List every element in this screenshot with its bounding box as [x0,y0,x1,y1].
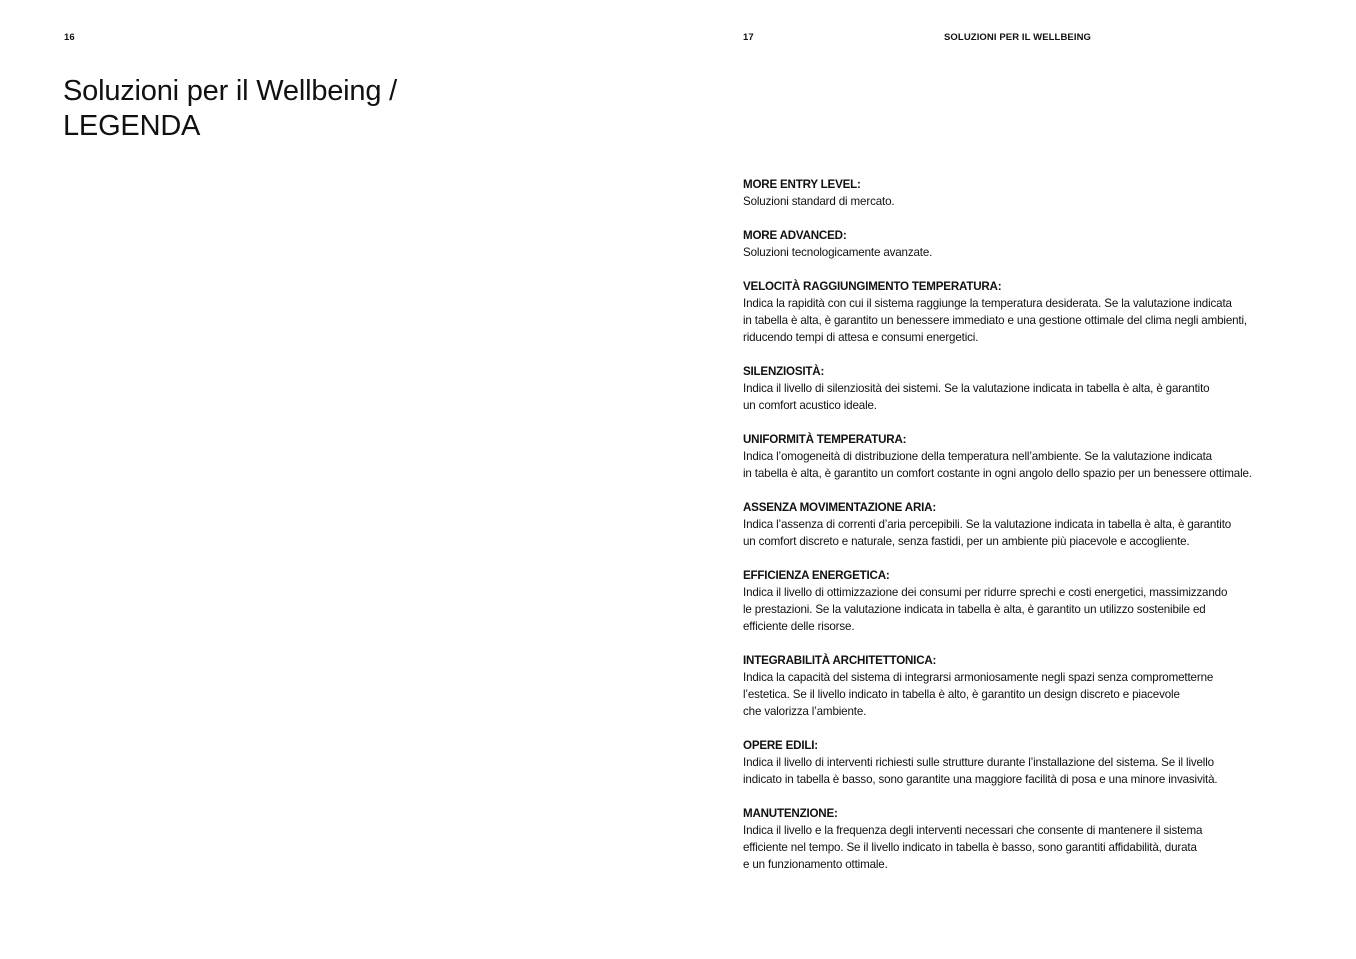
legend-item [743,227,1283,261]
legend-item [743,176,1283,210]
legend-description: Indica il livello di interventi richiesti sulle strutture durante l’installazione del sistema. Se il livello indicato in tabella è basso, sono garantite una maggiore facilità di posa e una minore invasività. [743,756,1218,786]
legend-term: VELOCITÀ RAGGIUNGIMENTO TEMPERATURA: [743,280,1002,293]
legend-term: EFFICIENZA ENERGETICA: [743,569,890,582]
legend-item [743,431,1283,482]
legend-item [743,737,1283,788]
legend-item [743,805,1283,873]
legend-item [743,363,1283,414]
legend-description: Soluzioni standard di mercato. [743,195,895,208]
legend-description: Indica il livello e la frequenza degli interventi necessari che consente di mantenere il sistema efficiente nel tempo. Se il livello indicato in tabella è basso, sono garantiti affidabilità, durata e un funzionamento ottimale. [743,824,1203,871]
page-title [63,74,397,144]
legend-item [743,567,1283,635]
legend-term: SILENZIOSITÀ: [743,365,825,378]
legend-description: Indica l’omogeneità di distribuzione della temperatura nell’ambiente. Se la valutazione indicata in tabella è alta, è garantito un comfort costante in ogni angolo dello spazio per un benessere ottimale. [743,450,1252,480]
legend-description: Indica la rapidità con cui il sistema raggiunge la temperatura desiderata. Se la valutazione indicata in tabella è alta, è garantito un benessere immediato e una gestione ottimale del clima negli ambienti, riducendo tempi di attesa e consumi energetici. [743,297,1248,344]
page-title-line-2: LEGENDA [63,110,201,142]
running-head: SOLUZIONI PER IL WELLBEING [944,32,1092,43]
legend-description: Indica l’assenza di correnti d’aria percepibili. Se la valutazione indicata in tabella è alta, è garantito un comfort discreto e naturale, senza fastidi, per un ambiente più piacevole e accogliente. [743,518,1232,548]
legend-description: Soluzioni tecnologicamente avanzate. [743,246,933,259]
legend-item [743,278,1283,346]
legend-term: MANUTENZIONE: [743,807,838,820]
legend-term: MORE ADVANCED: [743,229,847,242]
legend-item [743,499,1283,550]
legend-item [743,652,1283,720]
legend-description: Indica la capacità del sistema di integrarsi armoniosamente negli spazi senza comprometterne l’estetica. Se il livello indicato in tabella è alto, è garantito un design discreto e piacevole che valorizza l’ambiente. [743,671,1214,718]
legend-term: UNIFORMITÀ TEMPERATURA: [743,433,907,446]
legend-term: ASSENZA MOVIMENTAZIONE ARIA: [743,501,936,514]
page-number-right: 17 [743,32,754,43]
legend-term: INTEGRABILITÀ ARCHITETTONICA: [743,654,937,667]
page-number-left: 16 [64,32,75,43]
page-title-line-1: Soluzioni per il Wellbeing / [63,75,397,107]
legend-description: Indica il livello di ottimizzazione dei consumi per ridurre sprechi e costi energetici, massimizzando le prestazioni. Se la valutazione indicata in tabella è alta, è garantito un utilizzo sostenibile ed efficiente delle risorse. [743,586,1228,633]
legend-description: Indica il livello di silenziosità dei sistemi. Se la valutazione indicata in tabella è alta, è garantito un comfort acustico ideale. [743,382,1210,412]
legend-list [743,176,1283,890]
legend-term: OPERE EDILI: [743,739,818,752]
legend-term: MORE ENTRY LEVEL: [743,178,861,191]
